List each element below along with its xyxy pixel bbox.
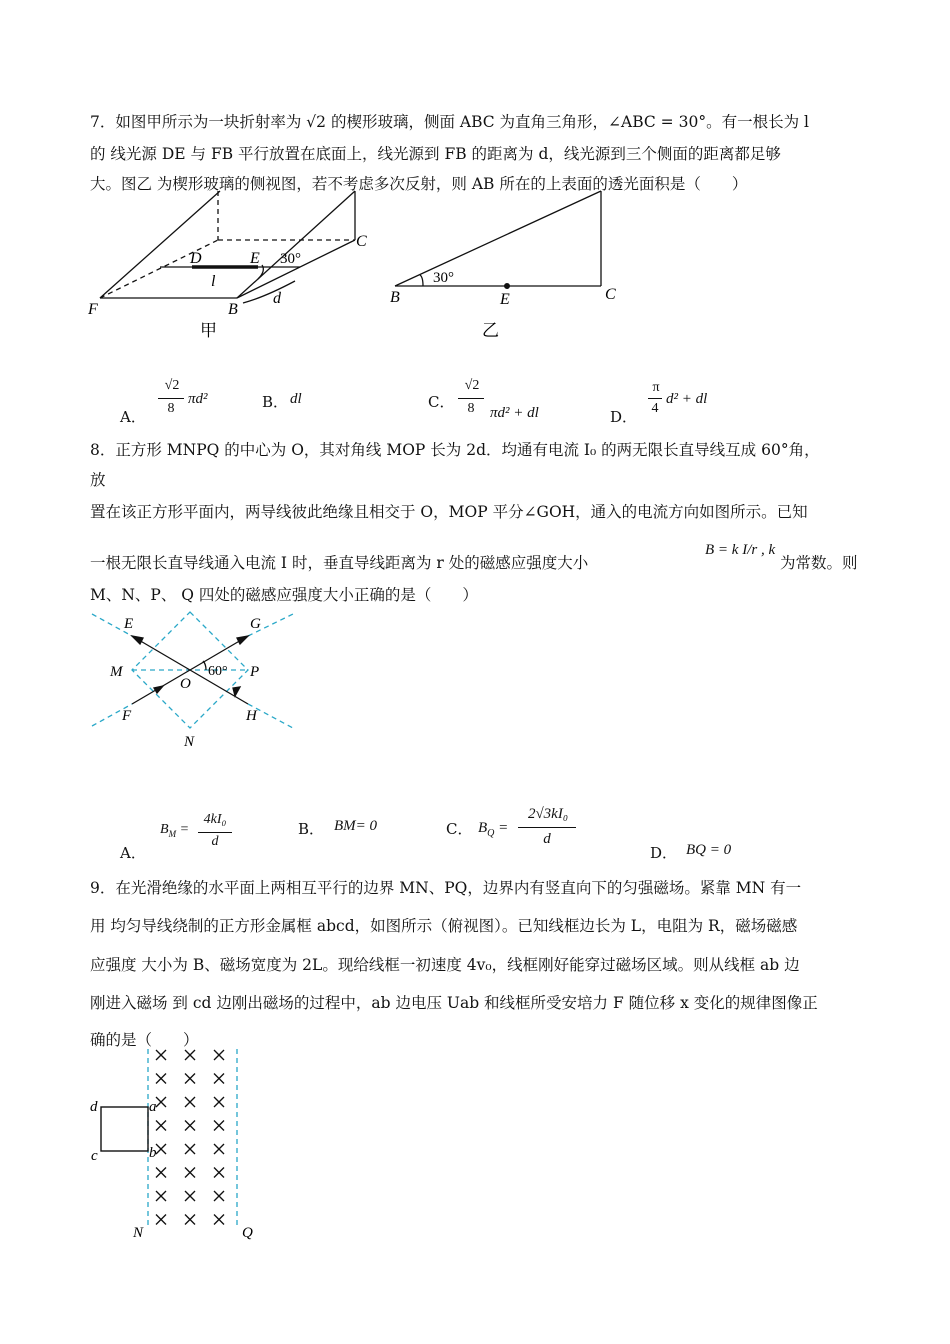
- q8-label-O: O: [180, 676, 191, 692]
- q8-option-C-lhs: $B_Q$ =: [478, 820, 509, 839]
- q7-line3: 大。图乙 为楔形玻璃的侧视图，若不考虑多次反射，则 AB 所在的上表面的透光面积是（ ）: [90, 175, 748, 193]
- q9-figure: [85, 1045, 270, 1245]
- q8-option-A-sub: M: [168, 828, 177, 839]
- q7-option-C-label: C．: [428, 393, 455, 411]
- q8-label-F: F: [122, 708, 132, 724]
- q9-label-b: b: [149, 1145, 157, 1161]
- q7-option-D-den: 4: [651, 401, 659, 416]
- q7-yi-label-C: C: [605, 286, 616, 303]
- q8-line1: 8．正方形 MNPQ 的中心为 O，其对角线 MOP 长为 2d．均通有电流 I₀ 的两无限长直导线互成 60°角，: [90, 441, 820, 459]
- q9-label-d: d: [90, 1099, 98, 1115]
- q7-option-B-text: dl: [290, 391, 302, 407]
- q8-option-A-bar: [198, 832, 232, 833]
- q7-label-d: d: [273, 290, 281, 307]
- q7-label-F: F: [88, 301, 98, 318]
- q8-option-A-den: d: [211, 834, 219, 849]
- q9-line3: 应强度 大小为 B、磁场宽度为 2L。现给线框一初速度 4v₀，线框刚好能穿过磁场区域。则从线框 ab 边: [90, 956, 800, 974]
- q7-option-C-den: 8: [467, 401, 475, 416]
- q8-option-D-text: BQ = 0: [686, 842, 732, 858]
- q7-option-A-den: 8: [167, 401, 175, 416]
- q9-line4: 刚进入磁场 到 cd 边刚出磁场的过程中，ab 边电压 Uab 和线框所受安培力 F 随位移 x 变化的规律图像正: [90, 994, 818, 1012]
- q7-option-A-tail: πd²: [188, 391, 208, 407]
- q8-line1b: 放: [90, 471, 106, 489]
- q8-option-C-den: d: [543, 831, 551, 847]
- q7-line2: 的 线光源 DE 与 FB 平行放置在底面上，线光源到 FB 的距离为 d，线光源到三个侧面的距离都足够: [90, 145, 781, 163]
- q7-line1: 7．如图甲所示为一块折射率为 √2 的楔形玻璃，侧面 ABC 为直角三角形，∠ABC = 30°。有一根长为 l: [90, 113, 809, 131]
- q8-option-D-label: D．: [650, 844, 678, 862]
- q9-label-Q: Q: [242, 1225, 253, 1241]
- q8-option-A-lhs: $B_M$ =: [160, 822, 190, 839]
- q9-line5: 确的是（ ）: [90, 1031, 199, 1049]
- q7-angle-30: 30°: [280, 251, 301, 267]
- q8-label-G: G: [250, 616, 261, 632]
- q8-line3b: 为常数。则: [780, 554, 858, 572]
- q7-point-E: [504, 283, 510, 289]
- q9-magnetic-field-crosses: [156, 1050, 224, 1225]
- q8-line3a: 一根无限长直导线通入电流 I 时，垂直导线距离为 r 处的磁感应强度大小: [90, 554, 589, 572]
- q9-line1: 9．在光滑绝缘的水平面上两相互平行的边界 MN、PQ，边界内有竖直向下的匀强磁场。紧靠 MN 有一: [90, 879, 802, 897]
- q7-caption-yi: 乙: [482, 321, 499, 340]
- q9-line2: 用 均匀导线绕制的正方形金属框 abcd，如图所示（俯视图）。已知线框边长为 L，电阻为 R，磁场磁感: [90, 917, 798, 935]
- q8-formula: B = k I/r , k: [705, 542, 776, 558]
- q8-label-M: M: [110, 664, 123, 680]
- q7-label-l: l: [211, 273, 216, 290]
- q8-figure: [88, 608, 303, 753]
- q7-option-A-label: A．: [120, 408, 146, 426]
- q8-option-B-label: B．: [298, 820, 325, 838]
- q7-option-C-bar: [458, 398, 484, 399]
- q9-label-N: N: [133, 1225, 144, 1241]
- q7-option-C-tail: πd² + dl: [490, 405, 539, 421]
- q8-option-C-num: 2√3kI₀: [527, 806, 569, 822]
- q8-line2: 置在该正方形平面内，两导线彼此绝缘且相交于 O，MOP 平分∠GOH，通入的电流方向如图所示。已知: [90, 503, 808, 521]
- q7-option-D-bar: [648, 398, 662, 399]
- q7-label-E: E: [250, 250, 260, 267]
- q7-caption-jia: 甲: [200, 321, 217, 340]
- q7-option-D-label: D．: [610, 408, 638, 426]
- q7-label-C: C: [356, 233, 367, 250]
- q7-option-D-tail: d² + dl: [666, 391, 708, 407]
- q8-label-E: E: [124, 616, 134, 632]
- q7-option-D-num: π: [652, 380, 660, 395]
- q8-label-H: H: [246, 708, 257, 724]
- q7-figure-yi: [385, 185, 635, 345]
- q8-option-B-text: BM= 0: [334, 818, 378, 834]
- q8-option-A-num: 4kI₀: [203, 812, 227, 827]
- q8-line4: M、N、P、 Q 四处的磁感应强度大小正确的是（ ）: [90, 586, 478, 604]
- q9-label-a: a: [149, 1099, 157, 1115]
- q7-figure-jia: [80, 185, 380, 345]
- q8-option-A-label: A．: [120, 844, 146, 862]
- q9-label-c: c: [91, 1148, 98, 1164]
- q9-square-frame: [101, 1107, 148, 1151]
- q7-label-B: B: [228, 301, 238, 318]
- q7-yi-angle-30: 30°: [433, 270, 454, 286]
- q8-option-C-bar: [518, 827, 576, 828]
- q7-label-D: D: [190, 250, 202, 267]
- q8-label-P: P: [250, 664, 260, 680]
- q8-label-N: N: [184, 734, 195, 750]
- q7-yi-label-E: E: [500, 291, 510, 308]
- q7-option-A-num: √2: [164, 378, 180, 393]
- q8-option-C-label: C．: [446, 820, 473, 838]
- q7-option-A-bar: [158, 398, 184, 399]
- q8-angle-60: 60°: [208, 664, 228, 679]
- q8-option-C-sub: Q: [487, 828, 495, 839]
- q7-yi-label-B: B: [390, 289, 400, 306]
- q7-option-B-label: B．: [262, 393, 289, 411]
- q7-option-C-num: √2: [464, 378, 480, 393]
